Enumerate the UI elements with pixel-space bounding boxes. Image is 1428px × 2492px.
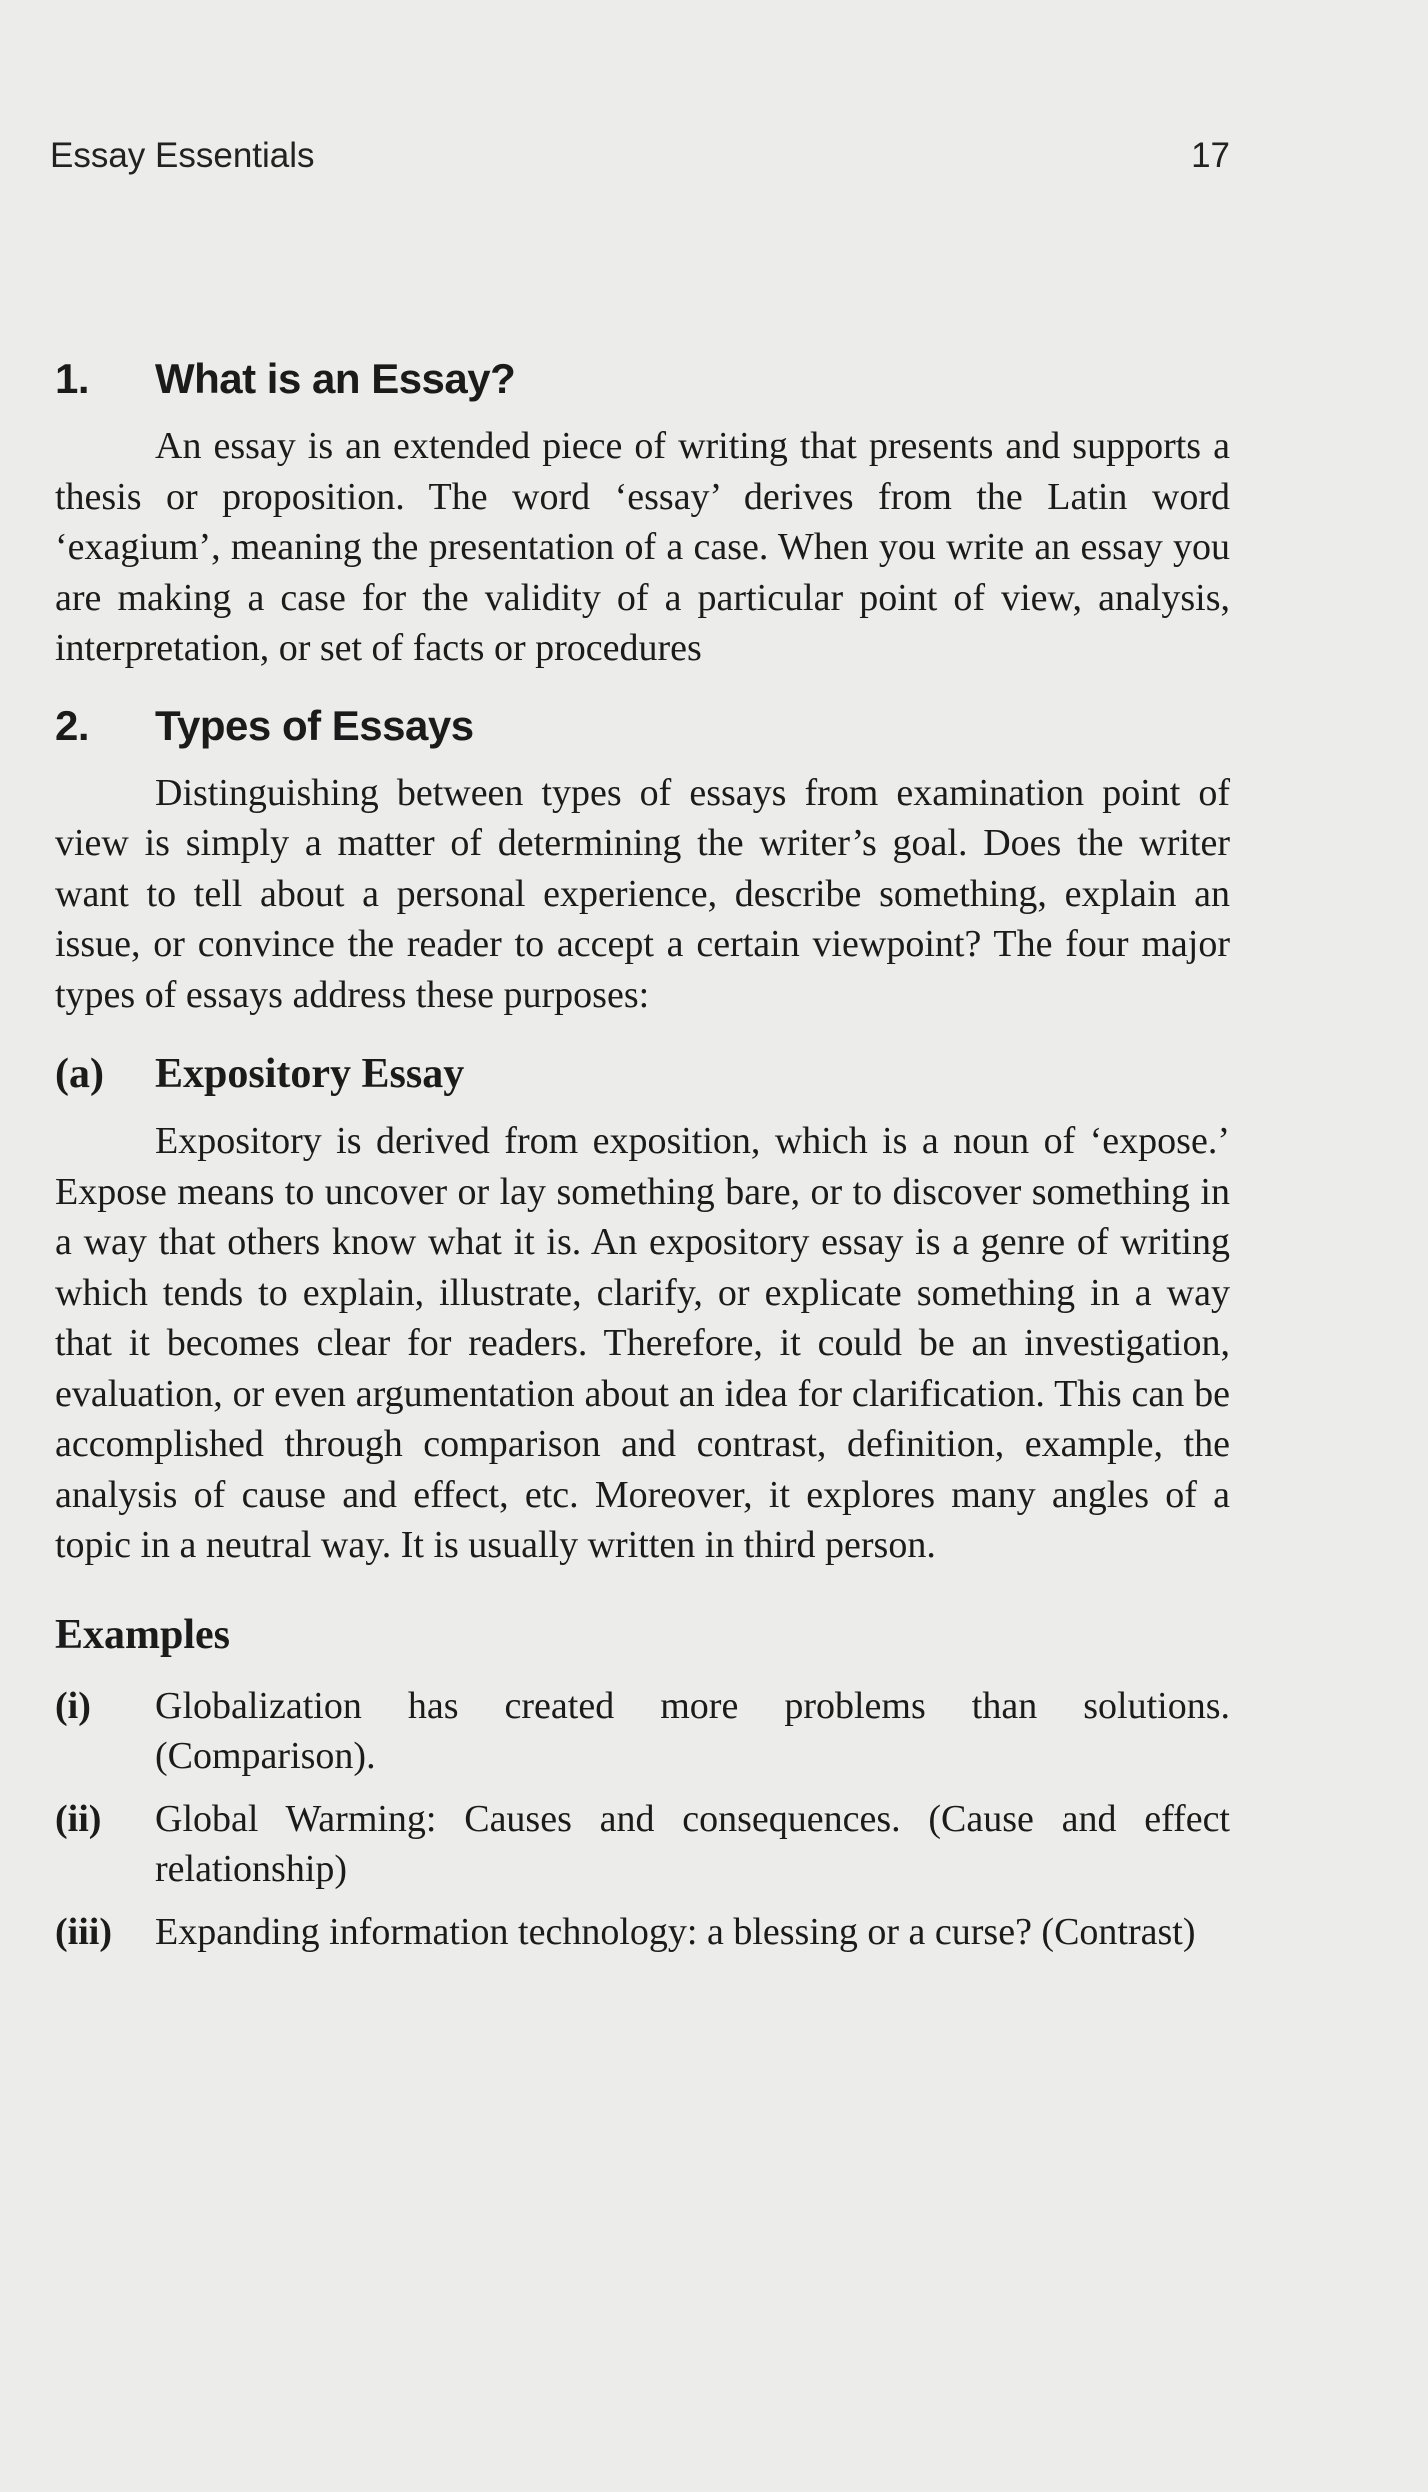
list-item [55,1794,1230,1895]
subsection-heading-expository [55,1050,1230,1098]
examples-heading: Examples [55,1611,231,1658]
book-title: Essay Essentials [50,136,315,175]
list-item-text: Globalization has created more problems than solutions. (Comparison). [155,1684,1230,1777]
section-paragraph: Distinguishing between types of essays from examination point of view is simply a matter of determining the writer’s goal. Does the writer want to tell about a personal experience, describe something, explain an issue, or convince the reader to accept a certain viewpoint? The four major types of essays address these purposes: [55,771,1230,1016]
page-content [55,355,1230,1969]
section-heading-types-of-essays [55,702,1230,750]
list-item-number: (ii) [55,1797,102,1840]
list-item-number: (i) [55,1684,91,1727]
page-number: 17 [1191,136,1230,175]
section-number: 2. [55,701,90,749]
list-item [55,1681,1230,1782]
list-item [55,1907,1230,1958]
subsection-number: (a) [55,1051,104,1097]
list-item-text: Expanding information technology: a blessing or a curse? (Contrast) [155,1910,1196,1953]
section-title: What is an Essay? [155,355,516,402]
section-title: Types of Essays [155,701,474,749]
list-item-number: (iii) [55,1910,112,1953]
list-item-text: Global Warming: Causes and consequences. (Cause and effect relationship) [155,1797,1230,1890]
examples-list [55,1681,1230,1958]
section-number: 1. [55,355,90,402]
section-heading-what-is-essay [55,355,1230,403]
running-header [50,136,1230,176]
subsection-paragraph: Expository is derived from exposition, which is a noun of ‘expose.’ Expose means to uncover or lay something bare, or to discover something in a way that others know what it is. An expository essay is a genre of writing which tends to explain, illustrate, clarify, or explicate something in a way that it becomes clear for readers. Therefore, it could be an investigation, evaluation, or even argumentation about an idea for clarification. This can be accomplished through comparison and contrast, definition, example, the analysis of cause and effect, etc. Moreover, it explores many angles of a topic in a neutral way. It is usually written in third person. [55,1120,1230,1566]
subsection-title: Expository Essay [155,1051,465,1097]
section-paragraph: An essay is an extended piece of writing that presents and supports a thesis or proposition. The word ‘essay’ derives from the Latin word ‘exagium’, meaning the presentation of a case. When you write an essay you are making a case for the validity of a particular point of view, analysis, interpretation, or set of facts or procedures [55,425,1230,669]
